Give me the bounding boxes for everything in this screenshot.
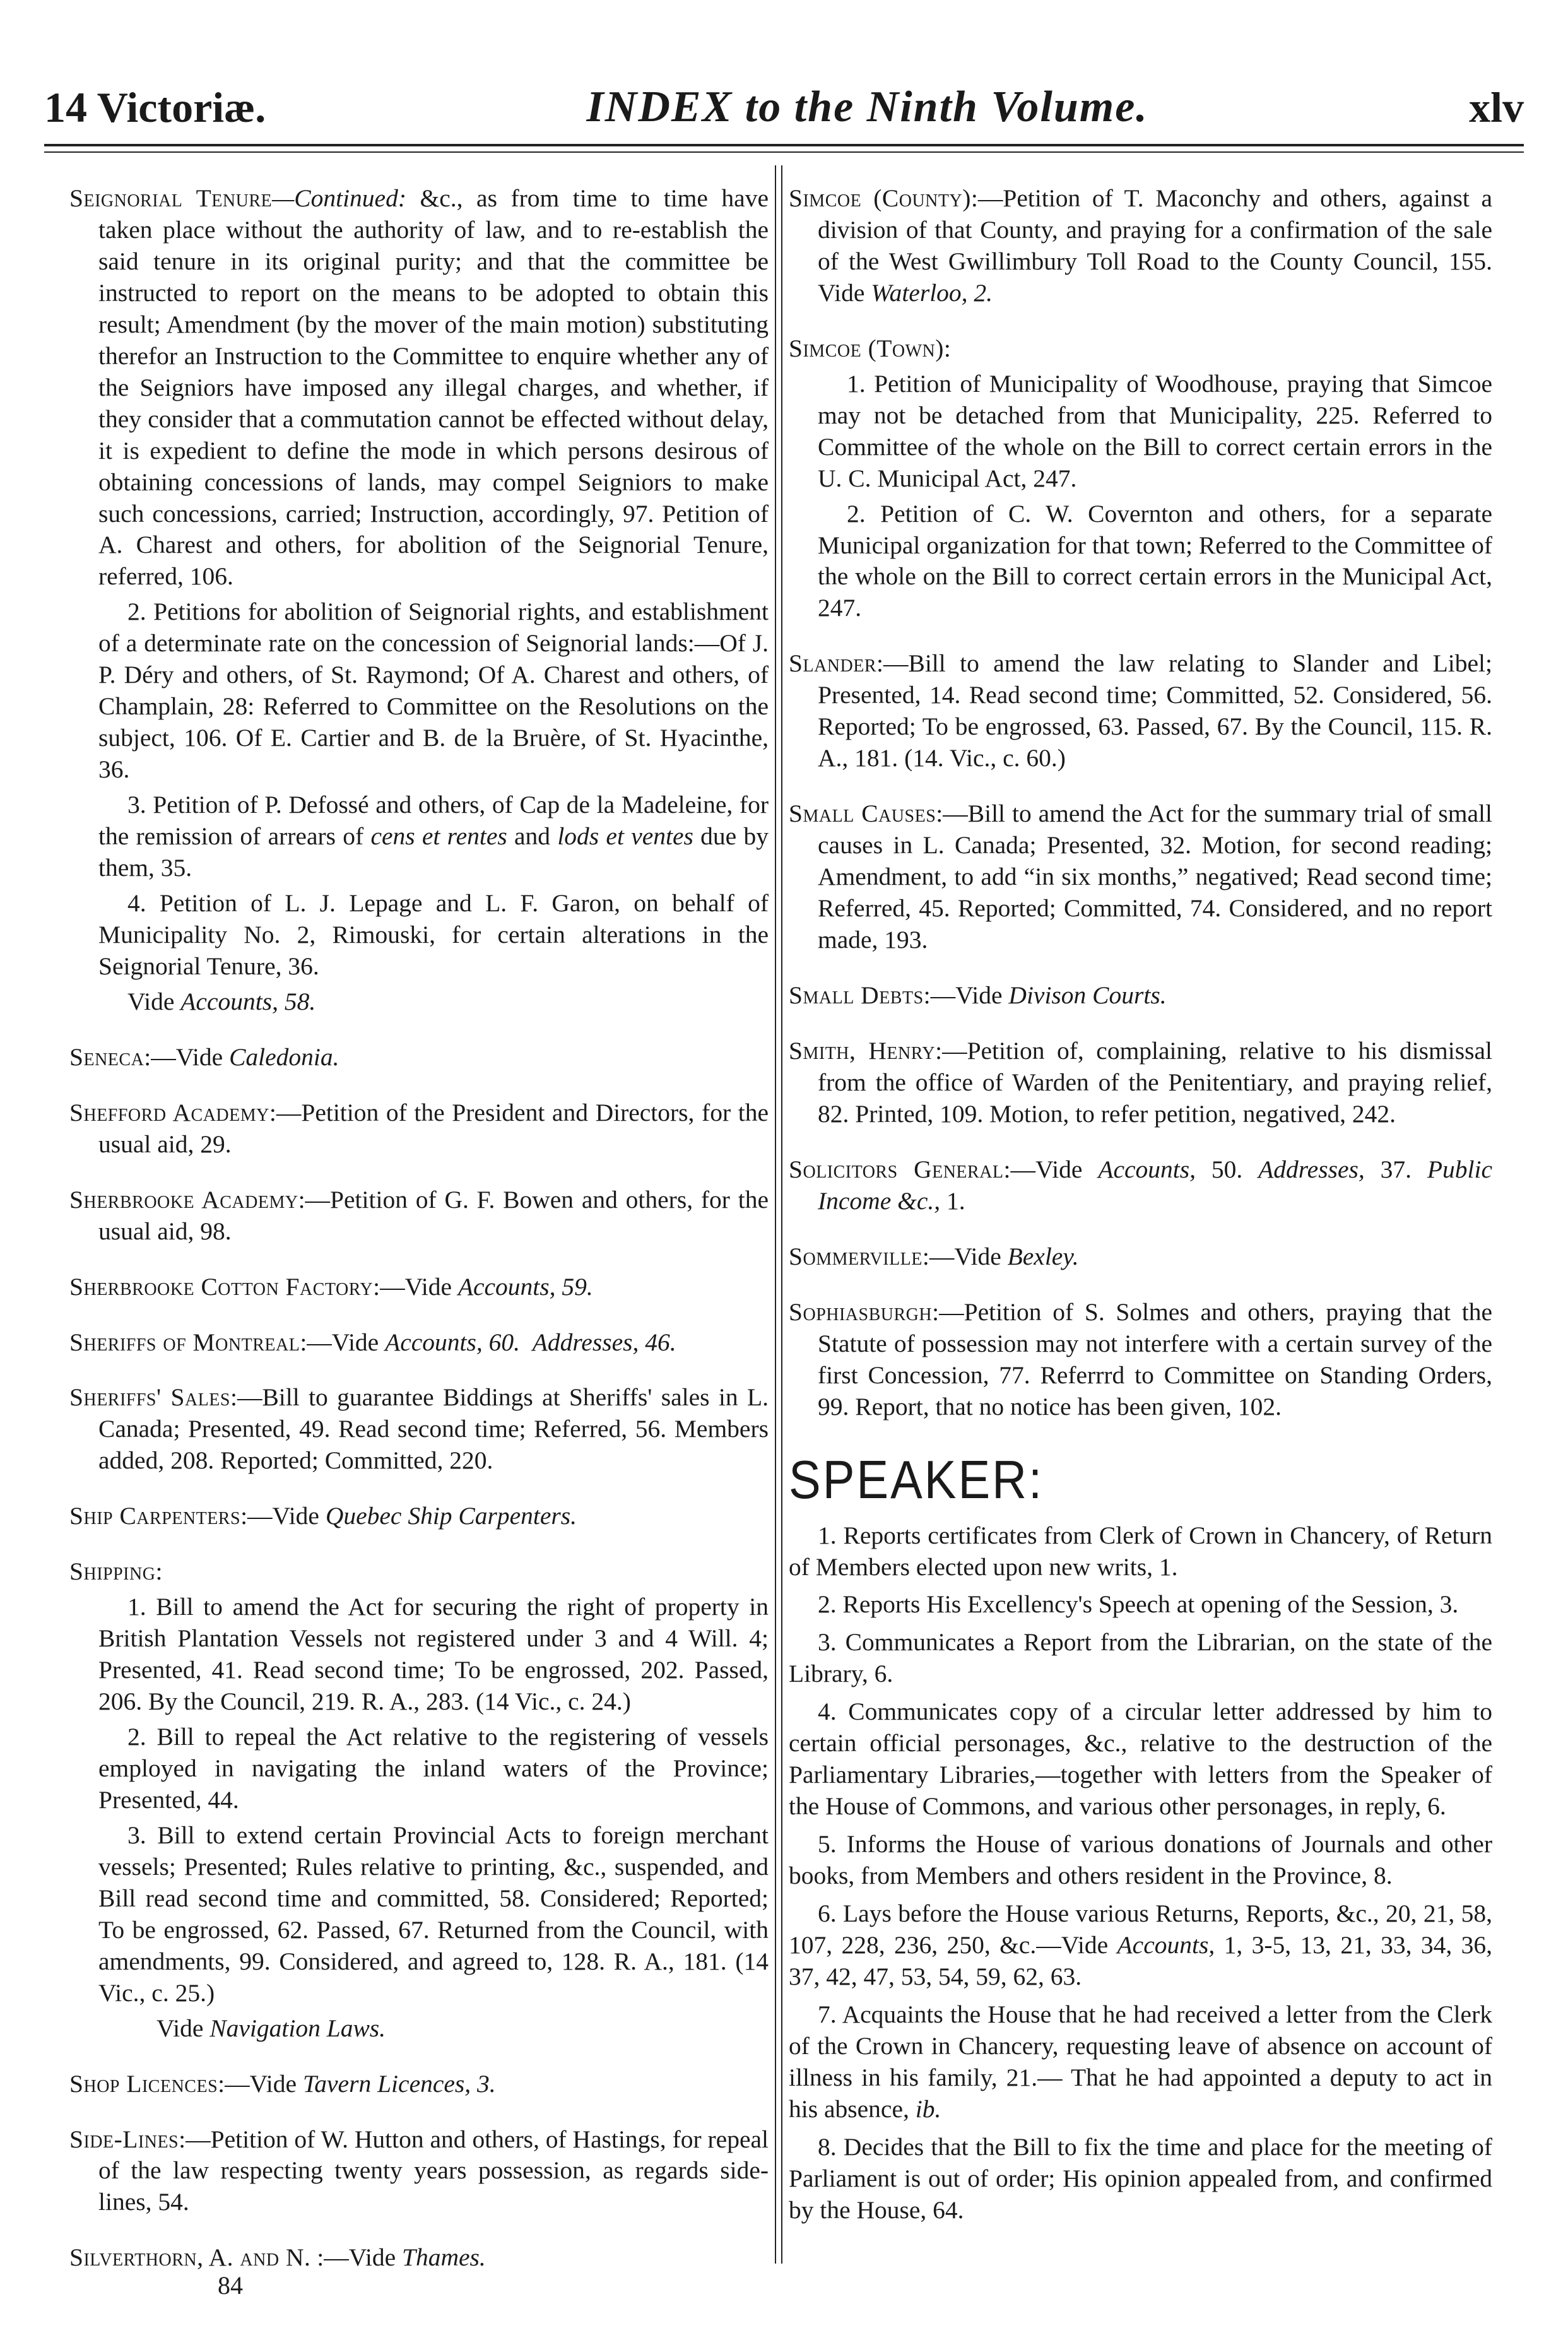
entry-headword: Slander [789,649,877,678]
section-heading-speaker: SPEAKER: [789,1450,1044,1511]
vide-reference: Divison Courts. [1008,981,1167,1009]
entry-text: :—Vide [300,1328,386,1356]
entry-text: 6. Lays before the House various Returns, Reports, &c., 20, 21, 58, 107, 228, 236, 250, &c.—Vide [789,1899,1492,1959]
entry-subitem [98,789,769,884]
index-entry-smith-henry [789,1036,1492,1130]
entry-text: :—Petition of the President and Directors, for the usual aid, 29. [98,1098,769,1158]
index-entry-shop-licences [69,2069,769,2100]
entry-text: :—Vide [310,2243,403,2272]
header-rule-thick [44,144,1524,146]
vide-reference: Quebec Ship Carpenters. [325,1502,577,1530]
index-entry-simcoe-county [789,183,1492,309]
vide-reference: Accounts, 60. [385,1328,521,1356]
entry-headword: Seignorial Tenure [69,184,273,212]
speaker-item: 2. Reports His Excellency's Speech at opening of the Session, 3. [818,1590,1459,1619]
right-column [789,183,1492,2233]
header-page-number: xlv [1469,83,1524,131]
speaker-item [789,1898,1492,1993]
header-rule-thin [44,151,1524,153]
entry-text: :—Petition of S. Solmes and others, praying that the Statute of possession may not interfere with a certain survey of the first Concession, 77. Referrrd to Committee on Standing Orders, 99. Report, that no notice has been given, 102. [818,1297,1492,1420]
entry-subitem: 1. Petition of Municipality of Woodhouse, praying that Simcoe may not be detached from that Municipality, 225. Referred to Committee of the whole on the Bill to correct certain errors in the U. C. Municipal Act, 247. [818,369,1492,492]
speaker-item: 8. Decides that the Bill to fix the time and place for the meeting of Parliament is out of order; His opinion appealed from, and confirmed by the House, 64. [789,2132,1492,2224]
entry-subitem: 2. Bill to repeal the Act relative to the registering of vessels employed in navigating the inland waters of the Province; Presented, 44. [98,1723,769,1814]
entry-text: :—Petition of, complaining, relative to his dismissal from the office of Warden of the Penitentiary, and praying relief, 82. Printed, 109. Motion, to refer petition, negatived, 242. [818,1036,1492,1128]
entry-vide [98,2013,769,2045]
entry-text: :—Vide [1003,1155,1099,1183]
entry-text: due by them, 35. [98,822,769,882]
entry-text: and [507,822,558,851]
vide-reference: Tavern Licences, 3. [302,2069,496,2098]
entry-headword: Shipping [69,1557,156,1586]
speaker-item: 1. Reports certificates from Clerk of Crown in Chancery, of Return of Members elected upon new writs, 1. [789,1521,1492,1581]
index-entry-shipping [69,1556,769,2044]
entry-subitem: 2. Petition of C. W. Covernton and others, for a separate Municipal organization for that town; Referred to the Committee of the whole on the Bill to correct certain errors in the Municipal Act, 247. [818,499,1492,622]
entry-text: 1, 3-5, 13, 21, 33, 34, 36, 37, 42, 47, 53, 54, 59, 62, 63. [789,1931,1493,1990]
entry-headword: Small Causes [789,800,936,828]
entry-subitem: 2. Petitions for abolition of Seignorial rights, and establishment of a determinate rate on the concession of Seignorial lands:—Of J. P. Déry and others, of St. Raymond; Of A. Charest and others, of Champlain, 28: Referred to Committee on the Resolutions on the subject, 106. Of E. Cartier and B. de la Bruère, of St. Hyacinthe, 36. [98,598,769,784]
entry-text: :—Vide [923,981,1009,1009]
vide-reference: Addresses, 46. [532,1328,676,1356]
speaker-item: 5. Informs the House of various donations of Journals and other books, from Members and others resident in the Province, 8. [789,1830,1492,1890]
index-entry-sherbrooke-cotton-factory [69,1272,769,1303]
speaker-item [789,1999,1492,2125]
entry-headword: Sheriffs of Montreal [69,1328,300,1356]
entry-text: : [155,1557,163,1586]
entry-headword: Side-Lines [69,2125,179,2153]
index-entry-side-lines [69,2124,769,2219]
speaker-item: 4. Communicates copy of a circular letter addressed by him to certain official personages, &c., relative to the destruction of the Parliamentary Libraries,—together with letters from the Speaker of the House of Commons, and various other personages, in reply, 6. [789,1698,1492,1821]
entry-text: 7. Acquaints the House that he had received a letter from the Clerk of the Crown in Chancery, requesting leave of absence on account of illness in his family, 21.— That he had appointed a deputy to act in his absence, [789,2000,1492,2123]
entry-headword: Sherbrooke Academy [69,1185,298,1214]
vide-reference: Bexley. [1007,1242,1079,1270]
vide-label: Vide [156,2014,210,2042]
entry-italic: lods et ventes [557,822,693,851]
vide-reference: Caledonia. [229,1042,339,1071]
entry-headword: Shefford Academy [69,1098,269,1126]
index-entry-seneca [69,1042,769,1073]
index-entry-shefford-academy [69,1097,769,1161]
column-divider [775,165,782,2264]
index-entry-sherbrooke-academy [69,1184,769,1248]
index-entry-sophiasburgh [789,1297,1492,1423]
vide-reference: Waterloo, 2. [871,278,993,307]
entry-subitem: 1. Bill to amend the Act for securing the right of property in British Plantation Vessels not registered under 3 and 4 Will. 4; Presented, 41. Read second time; To be engrossed, 202. Passed, 206. By the Council, 219. R. A., 283. (14 Vic., c. 24.) [98,1593,769,1716]
index-entry-silverthorn [69,2242,769,2274]
entry-headword: Shop Licences [69,2069,218,2098]
entry-text: : [943,334,951,362]
entry-vide [98,986,769,1018]
page-header [44,69,1524,133]
entry-headword: Small Debts [789,981,924,1009]
entry-headword: Solicitors General [789,1155,1004,1183]
speaker-item: 3. Communicates a Report from the Librarian, on the state of the Library, 6. [789,1628,1492,1688]
entry-headword: Seneca [69,1042,144,1071]
vide-reference: Accounts, 59. [457,1272,593,1301]
vide-label: Vide [127,987,181,1015]
entry-headword: Silverthorn, A. and N. [69,2243,311,2272]
index-entry-small-debts [789,980,1492,1012]
section-speaker [789,1446,1492,2226]
entry-text: :—Vide [922,1242,1008,1270]
signature-folio: 84 [218,2271,243,2300]
entry-text: :—Petition of T. Maconchy and others, against a division of that County, and praying for a confirmation of the sale of the West Gwillimbury Toll Road to the County Council, 155. Vide [818,184,1492,307]
entry-headword: Sophiasburgh [789,1297,933,1326]
index-entry-ship-carpenters [69,1501,769,1532]
entry-text: :—Bill to amend the law relating to Slander and Libel; Presented, 14. Read second time; Committed, 52. Considered, 56. Reported; To be engrossed, 63. Passed, 67. By the Council, 115. R. A., 181. (14. Vic., c. 60.) [818,649,1492,772]
entry-text: :—Bill to amend the Act for the summary trial of small causes in L. Canada; Presented, 32. Motion, for second reading; Amendment, to add “in six months,” negatived; Read second time; Referred, 45. Reported; Committed, 74. Considered, and no report made, 193. [818,800,1493,954]
vide-reference: Accounts, [1098,1155,1196,1183]
entry-headword: Sheriffs' Sales [69,1383,230,1412]
index-entry-simcoe-town [789,333,1492,625]
entry-text: :—Vide [218,2069,303,2098]
entry-text: 1. [940,1186,965,1215]
vide-reference: ib. [915,2094,941,2123]
entry-text: :—Vide [144,1042,230,1071]
entry-text: :—Vide [240,1502,326,1530]
entry-headword: Simcoe (Town) [789,334,944,362]
entry-text: 50. [1195,1155,1259,1183]
entry-text: &c., as from time to time have taken place without the authority of law, and to re-establish the said tenure in its original purity; and that the committee be instructed to report on the means to be adopted to obtain this result; Amendment (by the mover of the main motion) substituting therefor an Instruction to the Committee to enquire whether any of the Seigniors have imposed any illegal charges, and whether, if they consider that a commutation cannot be effected without delay, it is expedient to define the mode in which persons desirous of obtaining concessions of lands, may compel Seigniors to make such concessions, carried; Instruction, accordingly, 97. Petition of A. Charest and others, for abolition of the Seignorial Tenure, referred, 106. [98,184,769,591]
vide-reference: Public Income &c., [818,1155,1492,1215]
vide-reference: Accounts, 58. [180,987,316,1015]
vide-reference: Thames. [402,2243,486,2272]
entry-text: 3. Petition of P. Defossé and others, of Cap de la Madeleine, for the remission of arrears of [98,791,769,851]
entry-text: :—Vide [373,1272,458,1301]
index-entry-slander [789,648,1492,774]
entry-subitem: 3. Bill to extend certain Provincial Acts to foreign merchant vessels; Presented; Rules relative to printing, &c., suspended, and Bill read second time and committed, 58. Considered; Reported; To be engrossed, 62. Passed, 67. Returned from the Council, with amendments, 99. Considered, and agreed to, 128. R. A., 181. (14 Vic., c. 25.) [98,1821,769,2007]
continued-label: —Continued: [272,184,406,212]
index-entry-small-causes [789,798,1492,956]
header-title: INDEX to the Ninth Volume. [586,83,1148,131]
left-column [69,183,769,2274]
index-entry-sommerville [789,1241,1492,1273]
index-entry-solicitors-general [789,1154,1492,1217]
entry-italic: cens et rentes [370,822,507,851]
entry-text: :—Petition of W. Hutton and others, of Hastings, for repeal of the law respecting twenty years possession, as regards side-lines, 54. [98,2125,769,2216]
entry-headword: Simcoe (County) [789,184,971,212]
entry-headword: Ship Carpenters [69,1502,241,1530]
vide-reference: Accounts, [1117,1931,1215,1959]
entry-headword: Sommerville [789,1242,923,1270]
entry-text: :—Bill to guarantee Biddings at Sheriffs' sales in L. Canada; Presented, 49. Read second time; Referred, 56. Members added, 208. Reported; Committed, 220. [98,1383,769,1475]
vide-reference: Navigation Laws. [209,2014,386,2042]
index-entry-seignorial-tenure [69,183,769,1018]
vide-reference: Addresses, [1258,1155,1365,1183]
index-entry-sheriffs-sales [69,1382,769,1477]
index-entry-sheriffs-of-montreal [69,1327,769,1359]
header-regnal-year: 14 Victoriæ. [44,83,266,131]
entry-headword: Smith, Henry [789,1036,936,1065]
entry-headword: Sherbrooke Cotton Factory [69,1272,374,1301]
entry-subitem: 4. Petition of L. J. Lepage and L. F. Garon, on behalf of Municipality No. 2, Rimouski, for certain alterations in the Seignorial Tenure, 36. [98,889,769,980]
entry-text: :—Petition of G. F. Bowen and others, for the usual aid, 98. [98,1185,769,1245]
entry-text: 37. [1364,1155,1427,1183]
